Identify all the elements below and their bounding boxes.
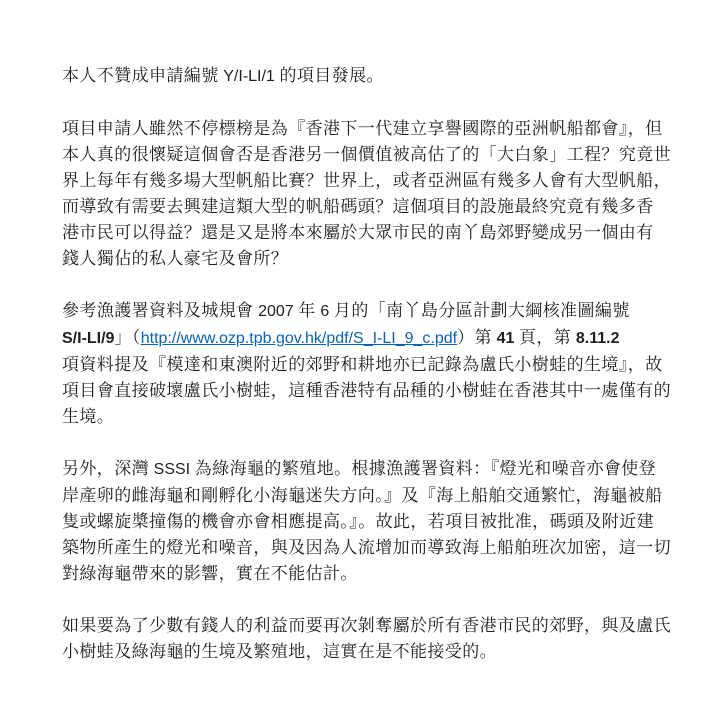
text-line [62,378,671,404]
paragraph [62,613,671,665]
latin-text-run: 41 [496,330,515,347]
cjk-text-run: 港市民可以得益？還是又是將本來屬於大眾市民的南丫島郊野變成另一個由有 [62,223,654,242]
latin-text-run: SSSI [153,461,191,478]
text-line [62,639,645,665]
cjk-text-run: 小樹蛙及綠海龜的生境及繁殖地，這實在是不能接受的。 [62,642,497,661]
cjk-text-run: 頁，第 [514,328,576,347]
text-line [62,63,645,90]
latin-text-run: 2007 [258,303,294,320]
cjk-text-run: 月的「南丫島分區計劃大綱核准圖編號 [329,301,630,320]
cjk-text-run: 而導致有需要去興建這類大型的帆船碼頭？這個項目的設施最終究竟有幾多香 [62,197,654,216]
text-line [62,561,645,587]
text-line [62,325,645,352]
text-line [62,352,663,378]
text-line [62,168,671,194]
cjk-text-run: 築物所產生的燈光和噪音，與及因為人流增加而導致海上船舶班次加密，這一切 [62,538,671,557]
cjk-text-run: ）第 [457,328,497,347]
cjk-text-run: 的項目發展。 [274,66,384,85]
text-line [62,483,663,509]
cjk-text-run: 生境。 [62,407,115,426]
cjk-text-run: 為綠海龜的繁殖地。根據漁護署資料：『燈光和噪音亦會使登 [190,459,657,478]
paragraph [62,456,671,587]
cjk-text-run: 對綠海龜帶來的影響，實在不能估計。 [62,564,358,583]
cjk-text-run: 項目申請人雖然不停標榜是為『香港下一代建立享譽國際的亞洲帆船都會』，但 [62,119,663,138]
paragraph [62,63,645,90]
cjk-text-run: 項目會直接破壞盧氏小樹蛙，這種香港特有品種的小樹蛙在香港其中一處僅有的 [62,381,671,400]
text-line [62,404,645,430]
cjk-text-run: 本人真的很懷疑這個會否是香港另一個價值被高估了的「大白象」工程？究竟世 [62,145,671,164]
text-line [62,456,657,483]
document-body [62,63,671,665]
cjk-text-run: 項資料提及『模達和東澳附近的郊野和耕地亦已記錄為盧氏小樹蛙的生境』，故 [62,355,663,374]
text-line [62,142,671,168]
cjk-text-run: 另外，深灣 [62,459,154,478]
cjk-text-run: 本人不贊成申請編號 [62,66,224,85]
text-line [62,194,654,220]
text-line [62,298,645,325]
ozp-pdf-hyperlink[interactable]: http://www.ozp.tpb.gov.hk/pdf/S_I-LI_9_c.pdf [140,330,458,347]
cjk-text-run: 錢人獨佔的私人豪宅及會所？ [62,249,289,268]
cjk-text-run: 」（ [114,328,141,347]
text-line [62,246,645,272]
cjk-text-run: 參考漁護署資料及城規會 [62,301,259,320]
cjk-text-run: 界上每年有幾多場大型帆船比賽？世界上，或者亞洲區有幾多人會有大型帆船， [62,171,671,190]
cjk-text-run: 隻或螺旋槳撞傷的機會亦會相應提高。』。故此，若項目被批准，碼頭及附近建 [62,512,654,531]
cjk-text-run: 年 [293,301,321,320]
paragraph [62,116,671,272]
cjk-text-run: 岸產卵的雌海龜和剛孵化小海龜迷失方向。』及『海上船舶交通繁忙，海龜被船 [62,486,663,505]
latin-text-run: Y/I-LI/1 [223,68,275,85]
cjk-text-run: 如果要為了少數有錢人的利益而要再次剝奪屬於所有香港市民的郊野，與及盧氏 [62,616,671,635]
text-line [62,220,654,246]
paragraph [62,298,671,430]
latin-text-run: 6 [320,303,330,320]
text-line [62,116,663,142]
latin-text-run: S/I-LI/9 [62,330,115,347]
latin-text-run: 8.11.2 [575,330,620,347]
text-line [62,535,671,561]
text-line [62,509,654,535]
text-line [62,613,671,639]
